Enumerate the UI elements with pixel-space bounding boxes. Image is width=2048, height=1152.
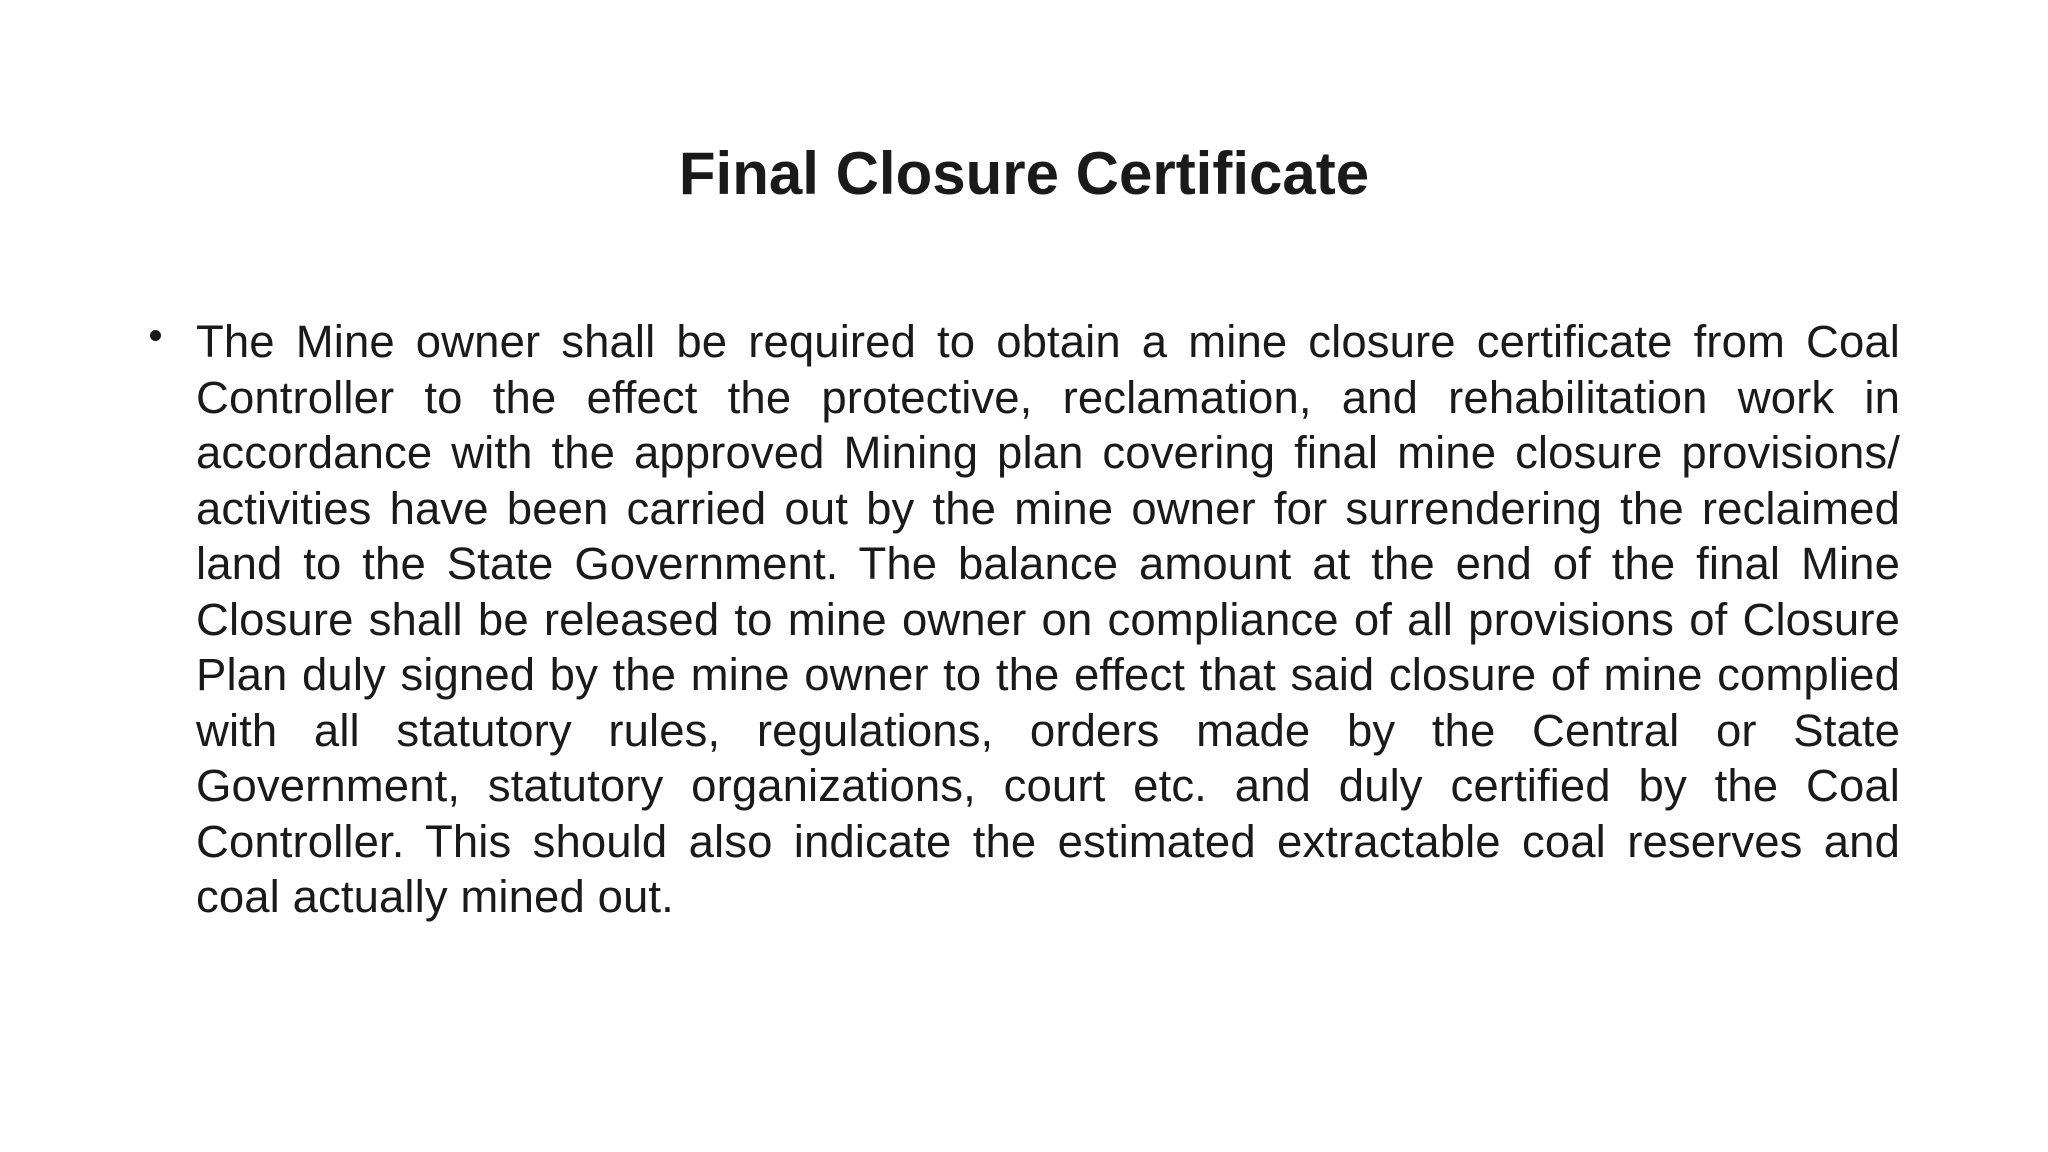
bullet-dot-icon	[150, 330, 161, 341]
slide-content	[150, 314, 1900, 925]
slide-title: Final Closure Certificate	[678, 140, 1370, 207]
bullet-list	[150, 314, 1900, 925]
bullet-item	[150, 314, 1900, 925]
bullet-text: The Mine owner shall be required to obtain a mine closure certificate from Coal Controller to the effect the protective, reclamation, and rehabilitation work in accordance with the approved Mining plan covering final mine closure provisions/ activities have been carried out by the mine owner for surrendering the reclaimed land to the State Government. The balance amount at the end of the final Mine Closure shall be released to mine owner on compliance of all provisions of Closure Plan duly signed by the mine owner to the effect that said closure of mine complied with all statutory rules, regulations, orders made by the Central or State Government, statutory organizations, court etc. and duly certified by the Coal Controller. This should also indicate the estimated extractable coal reserves and coal actually mined out.	[196, 316, 1900, 922]
